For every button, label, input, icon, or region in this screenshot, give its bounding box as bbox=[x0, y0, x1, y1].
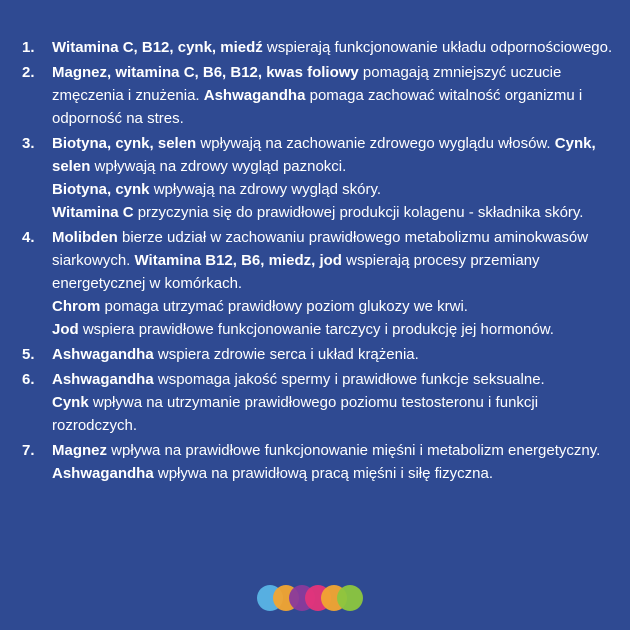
list-item bbox=[22, 226, 614, 341]
list-item bbox=[22, 343, 614, 366]
list-paragraph bbox=[52, 178, 614, 201]
ingredient-name: Witamina C bbox=[52, 204, 134, 221]
benefit-text: wpływa na prawidłową pracą mięśni i siłę fizyczna. bbox=[153, 465, 493, 482]
ingredient-name: Biotyna, cynk, selen bbox=[52, 135, 197, 152]
benefit-text: bierze udział w zachowaniu prawidłowego metabolizmu aminokwasów siarkowych. bbox=[52, 229, 589, 269]
list-paragraph bbox=[52, 36, 614, 59]
list-item bbox=[22, 132, 614, 224]
list-paragraph bbox=[52, 391, 614, 437]
ingredient-name: Cynk bbox=[52, 394, 89, 411]
ingredient-name: Ashwagandha bbox=[52, 465, 154, 482]
benefit-text: wspiera prawidłowe funkcjonowanie tarczycy i produkcję jej hormonów. bbox=[78, 321, 554, 338]
list-number: 4. bbox=[22, 229, 35, 246]
list-paragraph bbox=[52, 132, 614, 178]
list-paragraph bbox=[52, 295, 614, 318]
benefit-text: wspierają funkcjonowanie układu odpornościowego. bbox=[262, 39, 613, 56]
ingredient-name: Witamina C, B12, cynk, miedź bbox=[52, 39, 263, 56]
benefit-text: wspierają procesy przemiany energetycznej w komórkach. bbox=[52, 252, 540, 292]
list-paragraph bbox=[52, 368, 614, 391]
ingredient-name: Magnez, witamina C, B6, B12, kwas foliowy bbox=[52, 64, 359, 81]
ingredient-name: Ashwagandha bbox=[52, 346, 154, 363]
list-item bbox=[22, 36, 614, 59]
list-number: 3. bbox=[22, 135, 35, 152]
ingredient-name: Jod bbox=[52, 321, 79, 338]
list-paragraph bbox=[52, 439, 614, 462]
benefit-text: przyczynia się do prawidłowej produkcji kolagenu - składnika skóry. bbox=[133, 204, 584, 221]
ingredient-name: Molibden bbox=[52, 229, 118, 246]
benefit-text: wspomaga jakość spermy i prawidłowe funkcje seksualne. bbox=[153, 371, 545, 388]
list-paragraph bbox=[52, 318, 614, 341]
logo-dot bbox=[337, 585, 363, 611]
benefit-text: pomaga zachować witalność organizmu i odporność na stres. bbox=[52, 87, 583, 127]
ingredient-name: Ashwagandha bbox=[203, 87, 306, 104]
list-item bbox=[22, 368, 614, 437]
list-paragraph bbox=[52, 61, 614, 130]
benefit-text: pomagają zmniejszyć uczucie zmęczenia i znużenia. bbox=[52, 64, 562, 104]
list-paragraph bbox=[52, 201, 614, 224]
benefit-text: wpływają na zdrowy wygląd paznokci. bbox=[90, 158, 347, 175]
benefit-text: wpływają na zachowanie zdrowego wyglądu włosów. bbox=[196, 135, 555, 152]
benefit-text: pomaga utrzymać prawidłowy poziom glukozy we krwi. bbox=[100, 298, 468, 315]
list-item bbox=[22, 61, 614, 130]
benefit-text: wpływa na prawidłowe funkcjonowanie mięśni i metabolizm energetyczny. bbox=[107, 442, 601, 459]
benefit-list bbox=[22, 36, 614, 487]
benefit-text: wpływają na zdrowy wygląd skóry. bbox=[149, 181, 382, 198]
ingredient-name: Witamina B12, B6, miedz, jod bbox=[134, 252, 342, 269]
list-item bbox=[22, 439, 614, 485]
list-number: 6. bbox=[22, 371, 35, 388]
list-number: 5. bbox=[22, 346, 35, 363]
ingredient-name: Cynk, selen bbox=[52, 135, 596, 175]
colored-dots-logo-icon bbox=[257, 585, 377, 613]
ingredient-name: Ashwagandha bbox=[52, 371, 154, 388]
list-number: 1. bbox=[22, 39, 35, 56]
list-number: 2. bbox=[22, 64, 35, 81]
list-number: 7. bbox=[22, 442, 35, 459]
ingredient-name: Magnez bbox=[52, 442, 108, 459]
list-paragraph bbox=[52, 226, 614, 295]
benefit-text: wspiera zdrowie serca i układ krążenia. bbox=[153, 346, 419, 363]
list-paragraph bbox=[52, 462, 614, 485]
ingredient-name: Chrom bbox=[52, 298, 101, 315]
ingredient-name: Biotyna, cynk bbox=[52, 181, 150, 198]
list-paragraph bbox=[52, 343, 614, 366]
benefit-text: wpływa na utrzymanie prawidłowego poziomu testosteronu i funkcji rozrodczych. bbox=[52, 394, 539, 434]
